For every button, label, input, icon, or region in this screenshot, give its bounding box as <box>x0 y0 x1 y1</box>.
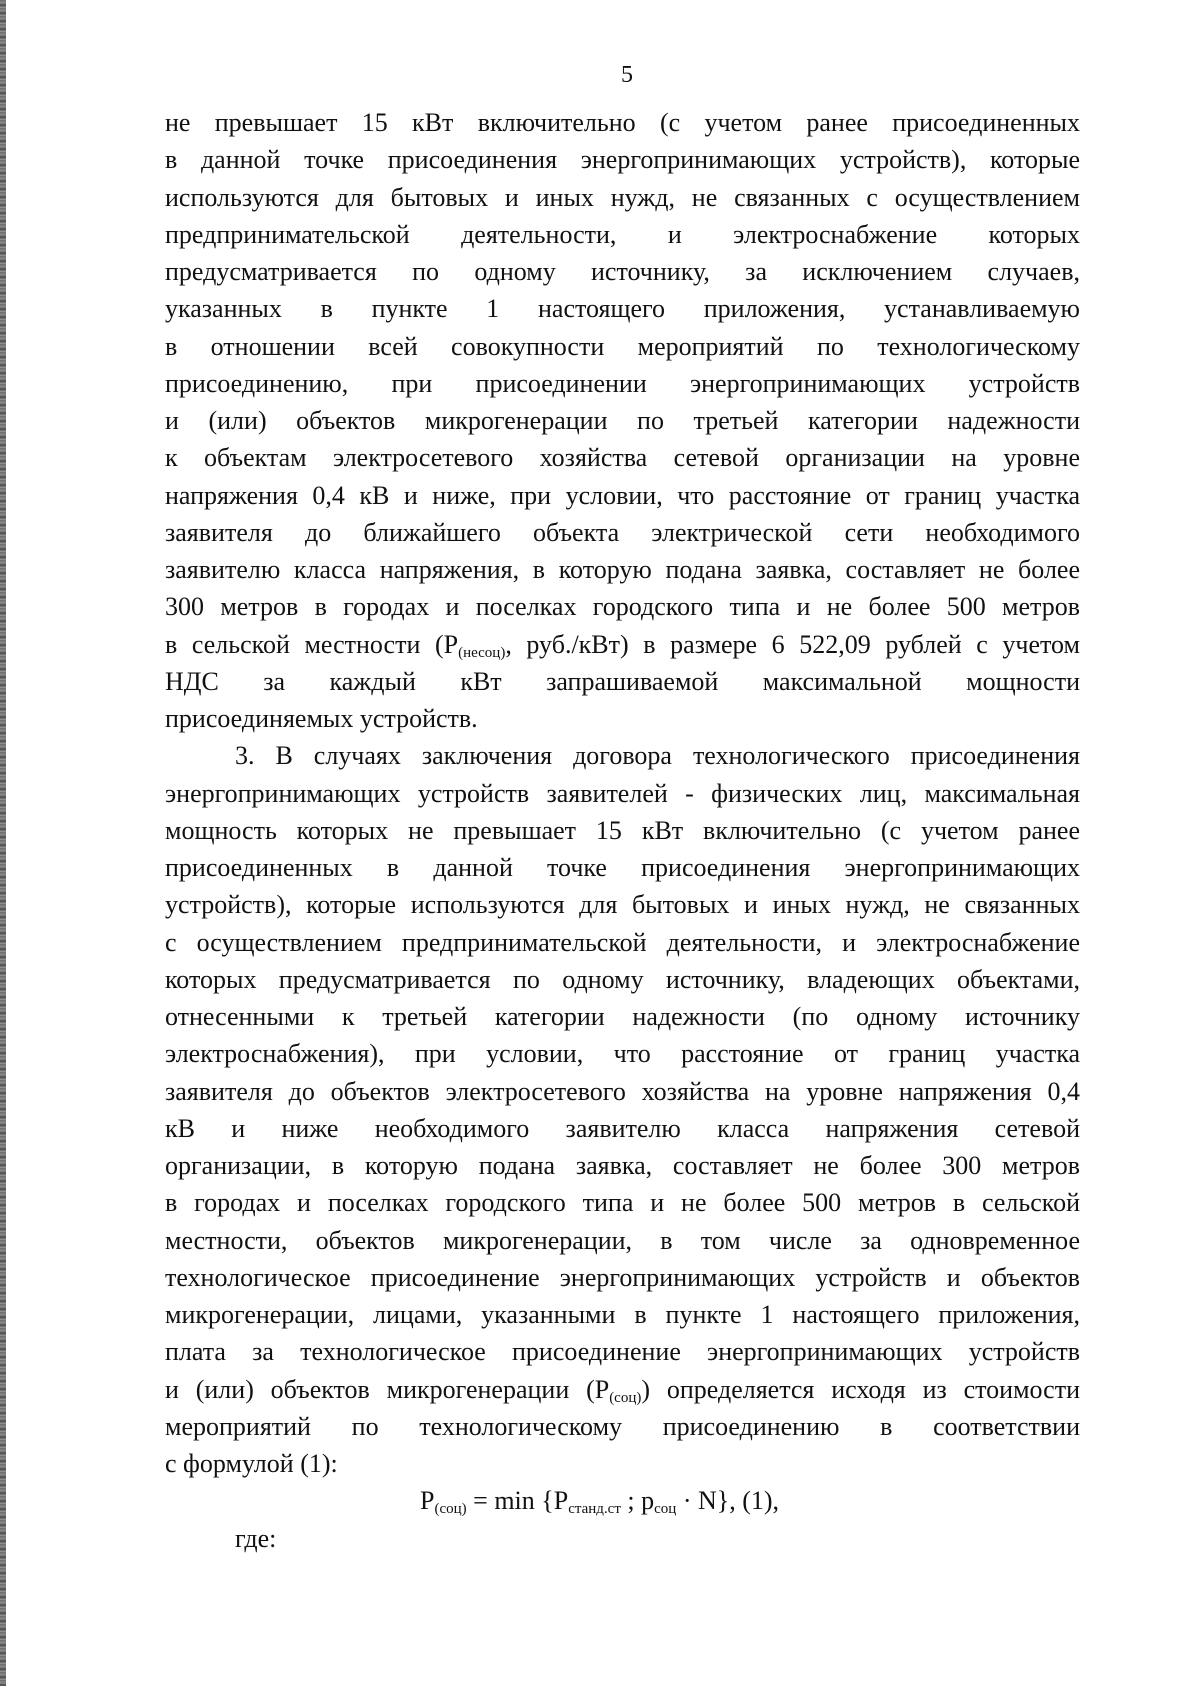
text-line: присоединению, при присоединении энергопринимающих устройств <box>165 368 1080 398</box>
text-line: используются для бытовых и иных нужд, не связанных с осуществлением <box>165 182 1080 212</box>
text-line: кВ и ниже необходимого заявителю класса напряжения сетевой <box>165 1113 1080 1143</box>
text-line-with-subscript <box>165 626 1080 663</box>
text-line: мощность которых не превышает 15 кВт включительно (с учетом ранее <box>165 815 1080 845</box>
text-line: заявителю класса напряжения, в которую подана заявка, составляет не более <box>165 555 1080 584</box>
formula-1 <box>165 1482 1080 1519</box>
text-line: заявителя до ближайшего объекта электрической сети необходимого <box>165 517 1080 547</box>
formula-subscript: (соц) <box>434 1501 467 1518</box>
subscript-nesoc: (несоц) <box>458 644 506 661</box>
text-line: предпринимательской деятельности, и электроснабжение которых <box>165 219 1080 249</box>
formula-subscript: соц <box>654 1501 677 1518</box>
formula-text: = min {Р <box>466 1486 569 1516</box>
text-line: НДС за каждый кВт запрашиваемой максимальной мощности <box>165 666 1080 696</box>
text-line: в отношении всей совокупности мероприятий по технологическому <box>165 331 1080 361</box>
text-line: местности, объектов микрогенерации, в том числе за одновременное <box>165 1225 1080 1255</box>
text-line: устройств), которые используются для бытовых и иных нужд, не связанных <box>165 890 1080 920</box>
scan-edge <box>0 0 6 1686</box>
text-line: 300 метров в городах и поселках городского типа и не более 500 метров <box>165 592 1080 622</box>
formula-text: ; p <box>620 1486 655 1516</box>
text-line: в городах и поселках городского типа и не более 500 метров в сельской <box>165 1188 1080 1218</box>
text-line: напряжения 0,4 кВ и ниже, при условии, что расстояние от границ участка <box>165 480 1080 510</box>
text-line: энергопринимающих устройств заявителей - физических лиц, максимальная <box>165 778 1080 808</box>
text-line: отнесенными к третьей категории надежности (по одному источнику <box>165 1002 1080 1031</box>
paragraph-3 <box>165 737 1080 1482</box>
text-run: и (или) объектов микрогенерации (Р <box>165 1374 610 1404</box>
text-line: которых предусматривается по одному источнику, владеющих объектами, <box>165 964 1080 994</box>
text-line: предусматривается по одному источнику, за исключением случаев, <box>165 257 1080 286</box>
where-label: где: <box>235 1523 277 1553</box>
subscript-soc: (соц) <box>609 1389 642 1406</box>
text-run: ) определяется исходя из стоимости <box>641 1374 1080 1404</box>
document-body <box>165 104 1080 1557</box>
text-line: электроснабжения), при условии, что расстояние от границ участка <box>165 1039 1080 1069</box>
text-line: присоединяемых устройств. <box>165 704 478 733</box>
text-line: в данной точке присоединения энергопринимающих устройств), которые <box>165 145 1080 175</box>
text-line: с формулой (1): <box>165 1449 338 1478</box>
text-line: мероприятий по технологическому присоединению в соответствии <box>165 1411 1080 1441</box>
formula-subscript: станд.ст <box>568 1501 621 1518</box>
text-line: технологическое присоединение энергопринимающих устройств и объектов <box>165 1262 1080 1292</box>
text-line: с осуществлением предпринимательской деятельности, и электроснабжение <box>165 927 1080 957</box>
text-line-with-subscript <box>165 1371 1080 1408</box>
text-line: не превышает 15 кВт включительно (с учетом ранее присоединенных <box>165 108 1080 137</box>
formula-text: · N}, (1), <box>676 1486 780 1516</box>
paragraph-continuation <box>165 104 1080 737</box>
page-number: 5 <box>621 62 633 88</box>
formula-symbol: Р <box>420 1486 435 1516</box>
text-line: микрогенерации, лицами, указанными в пункте 1 настоящего приложения, <box>165 1300 1080 1329</box>
text-line: плата за технологическое присоединение энергопринимающих устройств <box>165 1337 1080 1367</box>
text-line: указанных в пункте 1 настоящего приложения, устанавливаемую <box>165 294 1080 324</box>
text-line: присоединенных в данной точке присоединения энергопринимающих <box>165 853 1080 882</box>
text-line: к объектам электросетевого хозяйства сетевой организации на уровне <box>165 443 1080 473</box>
text-run: , руб./кВт) в размере 6 522,09 рублей с учетом <box>505 629 1080 659</box>
text-run: в сельской местности (Р <box>165 629 459 659</box>
text-line: заявителя до объектов электросетевого хозяйства на уровне напряжения 0,4 <box>165 1076 1080 1106</box>
text-line: 3. В случаях заключения договора технологического присоединения <box>235 741 1080 771</box>
text-line: и (или) объектов микрогенерации по третьей категории надежности <box>165 406 1080 435</box>
text-line: организации, в которую подана заявка, составляет не более 300 метров <box>165 1151 1080 1180</box>
